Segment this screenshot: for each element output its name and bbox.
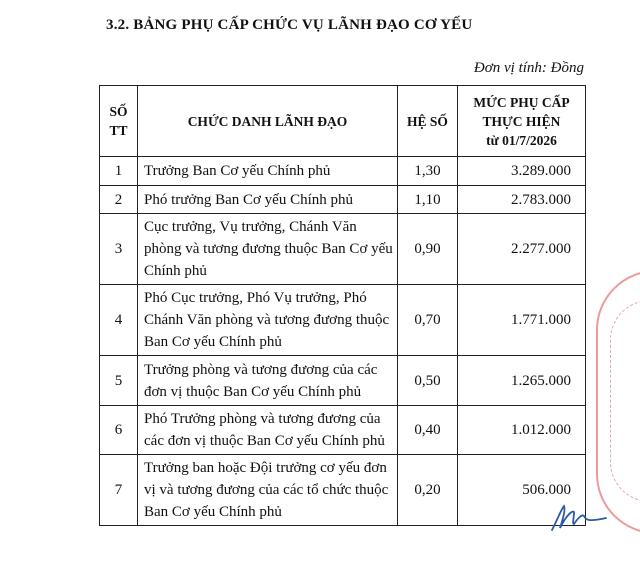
cell-position <box>138 157 398 186</box>
position-line: Chính phủ <box>144 263 207 279</box>
table-row <box>100 356 586 406</box>
cell-position <box>138 186 398 214</box>
position-line: các đơn vị thuộc Ban Cơ yếu Chính phủ <box>144 433 385 449</box>
header-stt-line1: SỐ <box>109 104 128 119</box>
document-title: 3.2. BẢNG PHỤ CẤP CHỨC VỤ LÃNH ĐẠO CƠ YẾU <box>106 17 473 33</box>
table-header-row <box>100 86 586 157</box>
header-amount-line2: THỰC HIỆN <box>482 113 561 129</box>
position-line: Phó Trưởng phòng và tương đương của <box>144 411 381 427</box>
position-line: Phó trưởng Ban Cơ yếu Chính phủ <box>144 191 353 208</box>
cell-coefficient: 0,40 <box>398 406 458 455</box>
header-stt <box>100 86 138 157</box>
header-coefficient: HỆ SỐ <box>398 86 458 157</box>
cell-stt: 2 <box>100 186 138 214</box>
position-line: phòng và tương đương thuộc Ban Cơ yếu <box>144 241 393 257</box>
table-row <box>100 285 586 356</box>
cell-stt: 4 <box>100 285 138 356</box>
cell-amount: 1.265.000 <box>458 356 586 406</box>
position-line: Phó Cục trưởng, Phó Vụ trưởng, Phó <box>144 290 367 306</box>
cell-position <box>138 356 398 406</box>
position-line: Ban Cơ yếu Chính phủ <box>144 334 282 350</box>
position-line: Trưởng phòng và tương đương của các <box>144 361 378 378</box>
cell-coefficient: 1,10 <box>398 186 458 214</box>
position-line: Cục trưởng, Vụ trưởng, Chánh Văn <box>144 219 357 235</box>
cell-coefficient: 0,50 <box>398 356 458 406</box>
header-amount-line1: MỨC PHỤ CẤP <box>473 94 570 110</box>
cell-amount: 1.771.000 <box>458 285 586 356</box>
official-seal-inner-ring-icon <box>610 300 640 502</box>
position-line: vị và tương đương của các tổ chức thuộc <box>144 482 389 498</box>
cell-position <box>138 285 398 356</box>
cell-amount: 506.000 <box>458 455 586 526</box>
cell-amount: 1.012.000 <box>458 406 586 455</box>
cell-position <box>138 406 398 455</box>
cell-stt: 5 <box>100 356 138 406</box>
cell-amount: 2.783.000 <box>458 186 586 214</box>
cell-coefficient: 0,20 <box>398 455 458 526</box>
cell-stt: 6 <box>100 406 138 455</box>
cell-amount: 2.277.000 <box>458 214 586 285</box>
allowance-table <box>99 85 586 526</box>
cell-stt: 7 <box>100 455 138 526</box>
cell-coefficient: 0,90 <box>398 214 458 285</box>
position-line: Trưởng ban hoặc Đội trưởng cơ yếu đơn <box>144 460 387 476</box>
position-line: Chánh Văn phòng và tương đương thuộc <box>144 312 390 328</box>
cell-position <box>138 214 398 285</box>
header-stt-line2: TT <box>109 123 128 138</box>
table-row <box>100 214 586 285</box>
cell-coefficient: 1,30 <box>398 157 458 186</box>
cell-position <box>138 455 398 526</box>
unit-note: Đơn vị tính: Đồng <box>473 60 584 76</box>
cell-stt: 1 <box>100 157 138 186</box>
signature-icon <box>548 500 608 534</box>
cell-coefficient: 0,70 <box>398 285 458 356</box>
header-amount <box>458 86 586 157</box>
header-amount-line3: từ 01/7/2026 <box>486 132 557 148</box>
header-position: CHỨC DANH LÃNH ĐẠO <box>138 86 398 157</box>
position-line: Ban Cơ yếu Chính phủ <box>144 504 282 520</box>
position-line: Trưởng Ban Cơ yếu Chính phủ <box>144 163 331 179</box>
table-row <box>100 186 586 214</box>
table-row <box>100 455 586 526</box>
table-row <box>100 157 586 186</box>
cell-amount: 3.289.000 <box>458 157 586 186</box>
table-row <box>100 406 586 455</box>
cell-stt: 3 <box>100 214 138 285</box>
position-line: đơn vị thuộc Ban Cơ yếu Chính phủ <box>144 383 362 400</box>
